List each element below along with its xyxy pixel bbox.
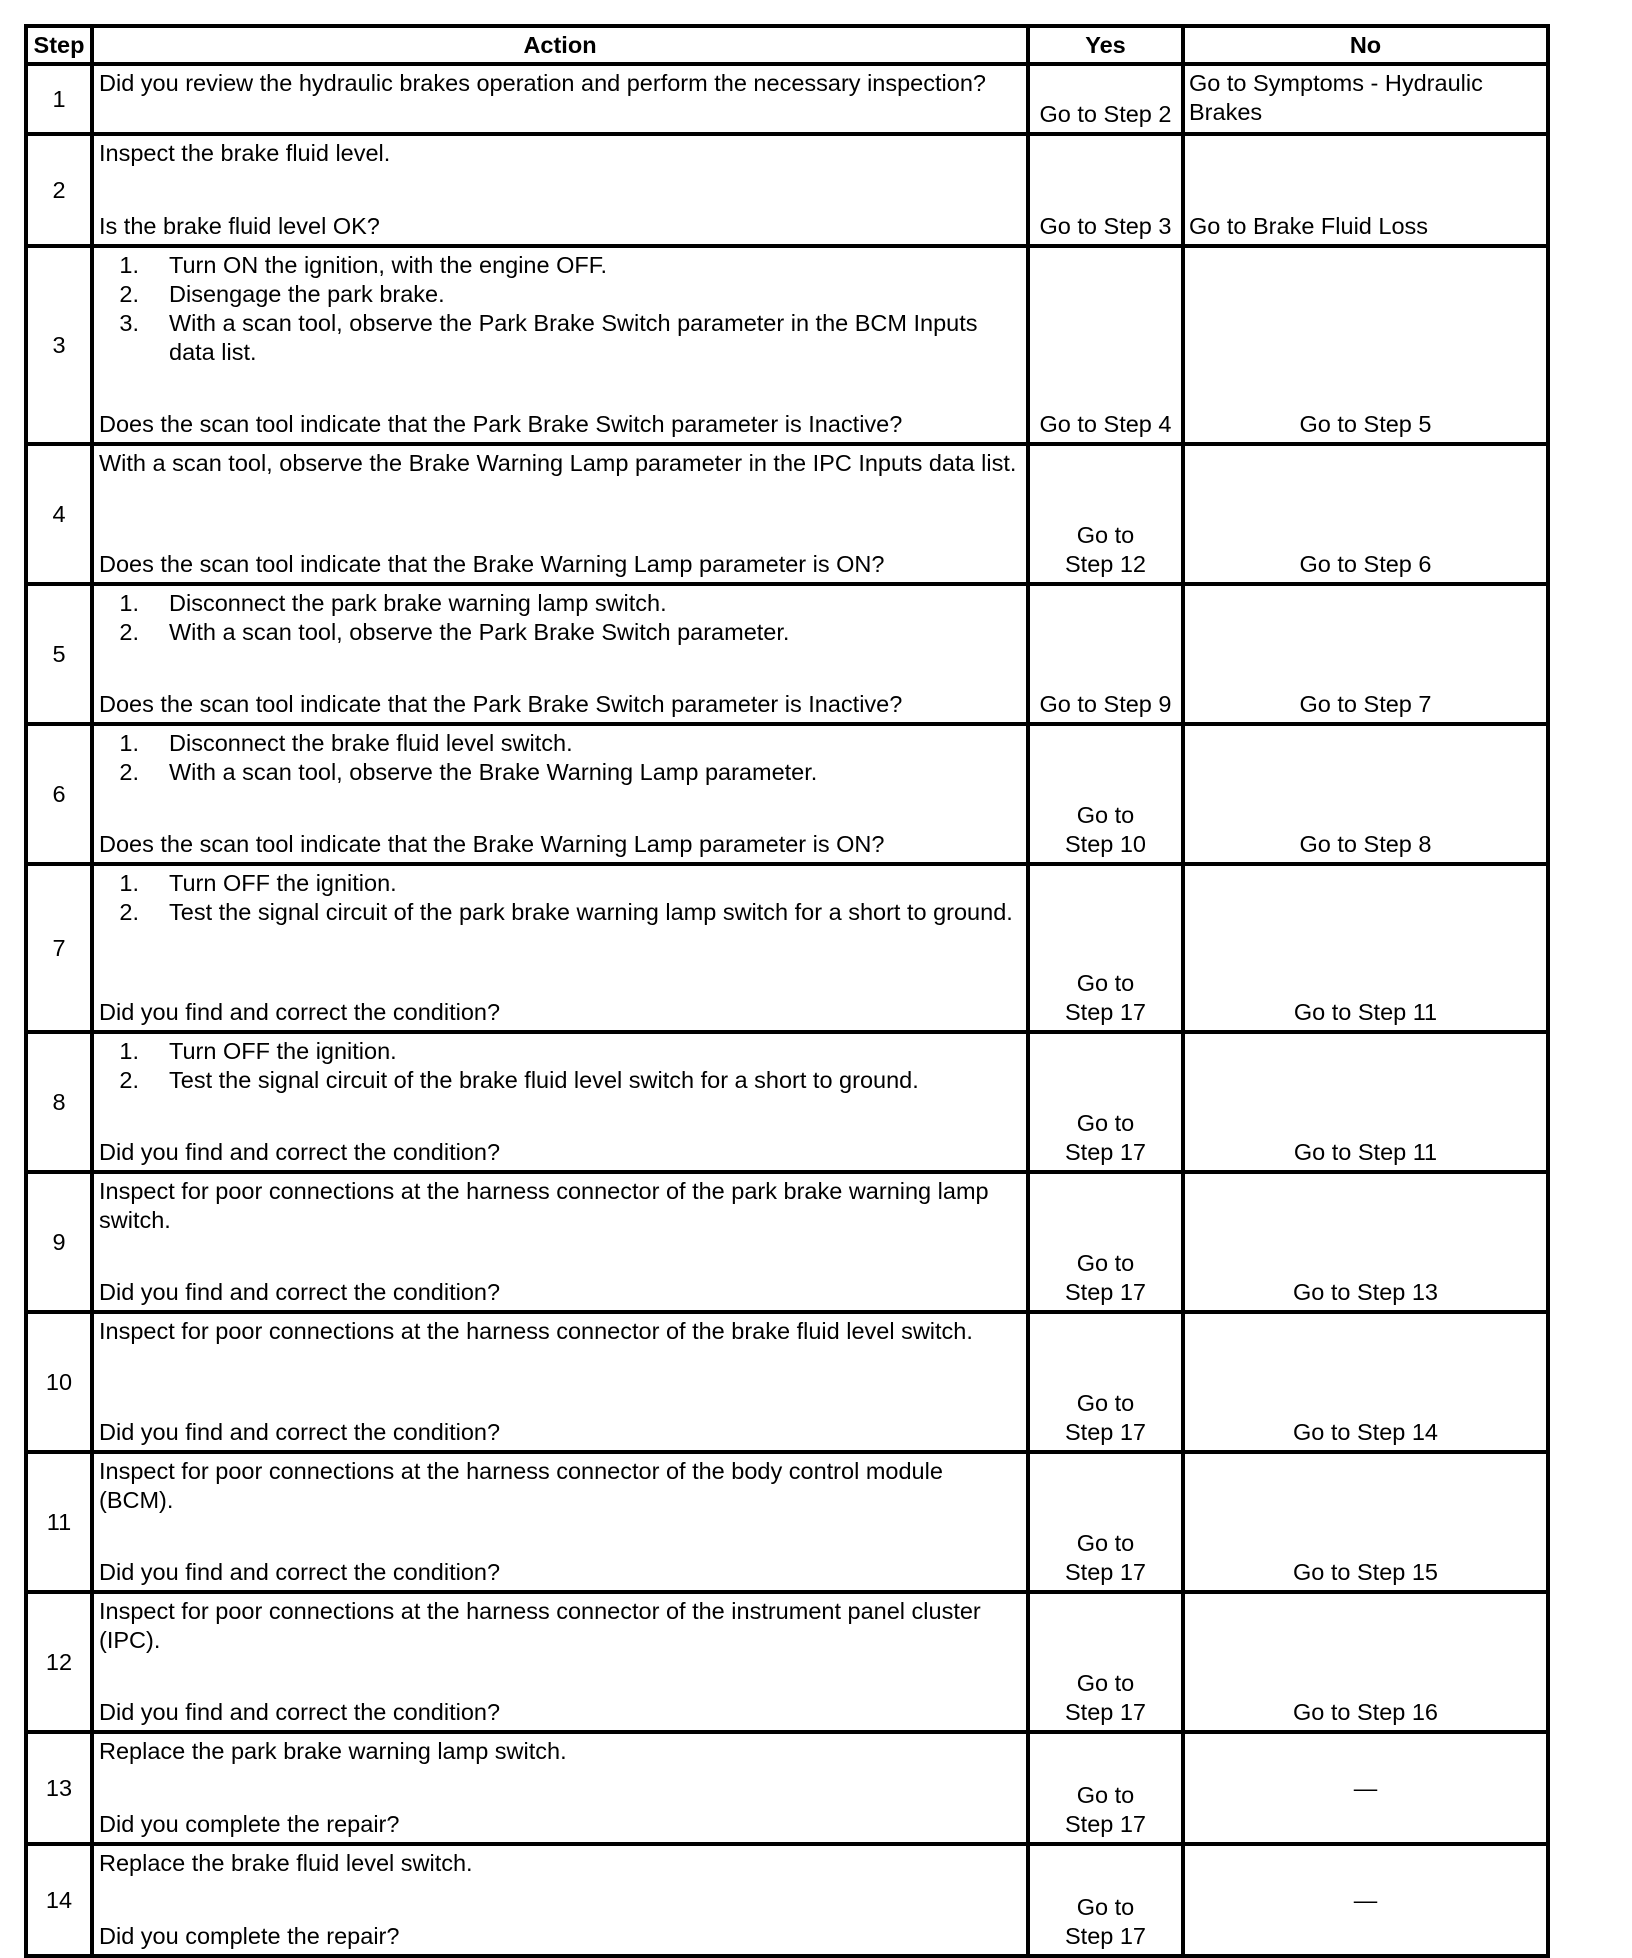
list-item: 1. Turn OFF the ignition. [119,1038,397,1064]
action-cell [92,1312,1028,1452]
action-cell [92,1732,1028,1844]
table-row [26,1032,1548,1172]
action-question: Did you find and correct the condition? [99,1139,501,1165]
action-question: Does the scan tool indicate that the Park Brake Switch parameter is Inactive? [99,411,903,437]
no-cell: Go to Step 5 [1183,246,1548,444]
table-row [26,1592,1548,1732]
action-text: Did you review the hydraulic brakes operation and perform the necessary inspection? [99,70,986,96]
action-question: Did you complete the repair? [99,1923,400,1949]
yes-cell: Go to Step 17 [1028,1172,1183,1312]
yes-cell: Go to Step 17 [1028,1312,1183,1452]
yes-cell: Go to Step 17 [1028,1592,1183,1732]
action-cell [92,1032,1028,1172]
action-question: Did you find and correct the condition? [99,1559,501,1585]
table-row [26,584,1548,724]
list-item: 2. With a scan tool, observe the Park Brake Switch parameter. [119,619,790,645]
action-text: Replace the park brake warning lamp switch. [99,1738,567,1764]
no-cell: Go to Step 16 [1183,1592,1548,1732]
list-item: 1. Disconnect the park brake warning lamp switch. [119,590,667,616]
table-row [26,864,1548,1032]
yes-cell: Go to Step 17 [1028,1732,1183,1844]
action-cell [92,1844,1028,1956]
step-number: 3 [26,246,92,444]
list-item: 3. With a scan tool, observe the Park Brake Switch parameter in the BCM Inputs data list. [119,310,978,365]
action-cell [92,584,1028,724]
table-row [26,1732,1548,1844]
yes-cell: Go to Step 4 [1028,246,1183,444]
yes-cell: Go to Step 17 [1028,1844,1183,1956]
yes-cell: Go to Step 17 [1028,864,1183,1032]
action-cell [92,724,1028,864]
no-cell: Go to Step 6 [1183,444,1548,584]
yes-cell: Go to Step 9 [1028,584,1183,724]
list-item: 1. Turn ON the ignition, with the engine OFF. [119,252,608,278]
action-question: Does the scan tool indicate that the Brake Warning Lamp parameter is ON? [99,831,885,857]
list-item: 1. Disconnect the brake fluid level switch. [119,730,573,756]
list-item: 2. With a scan tool, observe the Brake Warning Lamp parameter. [119,759,818,785]
action-text: With a scan tool, observe the Brake Warning Lamp parameter in the IPC Inputs data list. [99,450,1017,476]
step-number: 5 [26,584,92,724]
action-question: Did you find and correct the condition? [99,1279,501,1305]
no-cell: Go to Step 13 [1183,1172,1548,1312]
step-number: 9 [26,1172,92,1312]
step-number: 7 [26,864,92,1032]
no-cell: Go to Step 11 [1183,864,1548,1032]
table-row [26,444,1548,584]
list-item: 1. Turn OFF the ignition. [119,870,397,896]
no-cell: Go to Step 7 [1183,584,1548,724]
action-steps [99,589,1022,647]
action-cell [92,64,1028,134]
table-row [26,1172,1548,1312]
action-cell [92,1592,1028,1732]
yes-cell: Go to Step 12 [1028,444,1183,584]
step-number: 6 [26,724,92,864]
yes-cell: Go to Step 17 [1028,1032,1183,1172]
no-cell: Go to Step 11 [1183,1032,1548,1172]
action-question: Is the brake fluid level OK? [99,213,380,239]
action-text: Inspect for poor connections at the harness connector of the park brake warning lamp switch. [99,1178,989,1233]
table-row [26,1312,1548,1452]
step-number: 1 [26,64,92,134]
action-question: Does the scan tool indicate that the Park Brake Switch parameter is Inactive? [99,691,903,717]
list-item: 2. Test the signal circuit of the brake fluid level switch for a short to ground. [119,1067,919,1093]
header-row [26,26,1548,64]
no-cell: — [1183,1732,1548,1844]
action-cell [92,1452,1028,1592]
action-steps [99,869,1022,927]
header-yes: Yes [1028,26,1183,64]
table-row [26,1452,1548,1592]
action-question: Did you find and correct the condition? [99,999,501,1025]
step-number: 10 [26,1312,92,1452]
action-cell [92,246,1028,444]
table-row [26,134,1548,246]
step-number: 12 [26,1592,92,1732]
step-number: 14 [26,1844,92,1956]
action-question: Did you find and correct the condition? [99,1419,501,1445]
no-cell: Go to Step 8 [1183,724,1548,864]
table-row [26,246,1548,444]
action-text: Inspect for poor connections at the harness connector of the brake fluid level switch. [99,1318,973,1344]
header-step: Step [26,26,92,64]
action-text: Inspect the brake fluid level. [99,140,391,166]
action-cell [92,864,1028,1032]
yes-cell: Go to Step 2 [1028,64,1183,134]
list-item: 2. Disengage the park brake. [119,281,445,307]
diagnostic-table [24,24,1550,1958]
action-text: Replace the brake fluid level switch. [99,1850,473,1876]
list-item: 2. Test the signal circuit of the park brake warning lamp switch for a short to ground. [119,899,1013,925]
action-question: Does the scan tool indicate that the Brake Warning Lamp parameter is ON? [99,551,885,577]
action-text: Inspect for poor connections at the harness connector of the body control module (BCM). [99,1458,943,1513]
no-cell: Go to Step 14 [1183,1312,1548,1452]
step-number: 11 [26,1452,92,1592]
header-action: Action [92,26,1028,64]
action-question: Did you complete the repair? [99,1811,400,1837]
action-text: Inspect for poor connections at the harness connector of the instrument panel cluster (IPC). [99,1598,981,1653]
table-row [26,1844,1548,1956]
no-cell: Go to Step 15 [1183,1452,1548,1592]
no-cell: Go to Brake Fluid Loss [1183,134,1548,246]
step-number: 4 [26,444,92,584]
step-number: 13 [26,1732,92,1844]
step-number: 2 [26,134,92,246]
action-question: Did you find and correct the condition? [99,1699,501,1725]
yes-cell: Go to Step 10 [1028,724,1183,864]
table-row [26,64,1548,134]
action-steps [99,729,1022,787]
yes-cell: Go to Step 3 [1028,134,1183,246]
yes-cell: Go to Step 17 [1028,1452,1183,1592]
action-steps [99,1037,1022,1095]
step-number: 8 [26,1032,92,1172]
action-steps [99,251,1022,367]
no-cell: — [1183,1844,1548,1956]
header-no: No [1183,26,1548,64]
table-row [26,724,1548,864]
action-cell [92,1172,1028,1312]
action-cell [92,134,1028,246]
action-cell [92,444,1028,584]
no-cell: Go to Symptoms - Hydraulic Brakes [1183,64,1548,134]
